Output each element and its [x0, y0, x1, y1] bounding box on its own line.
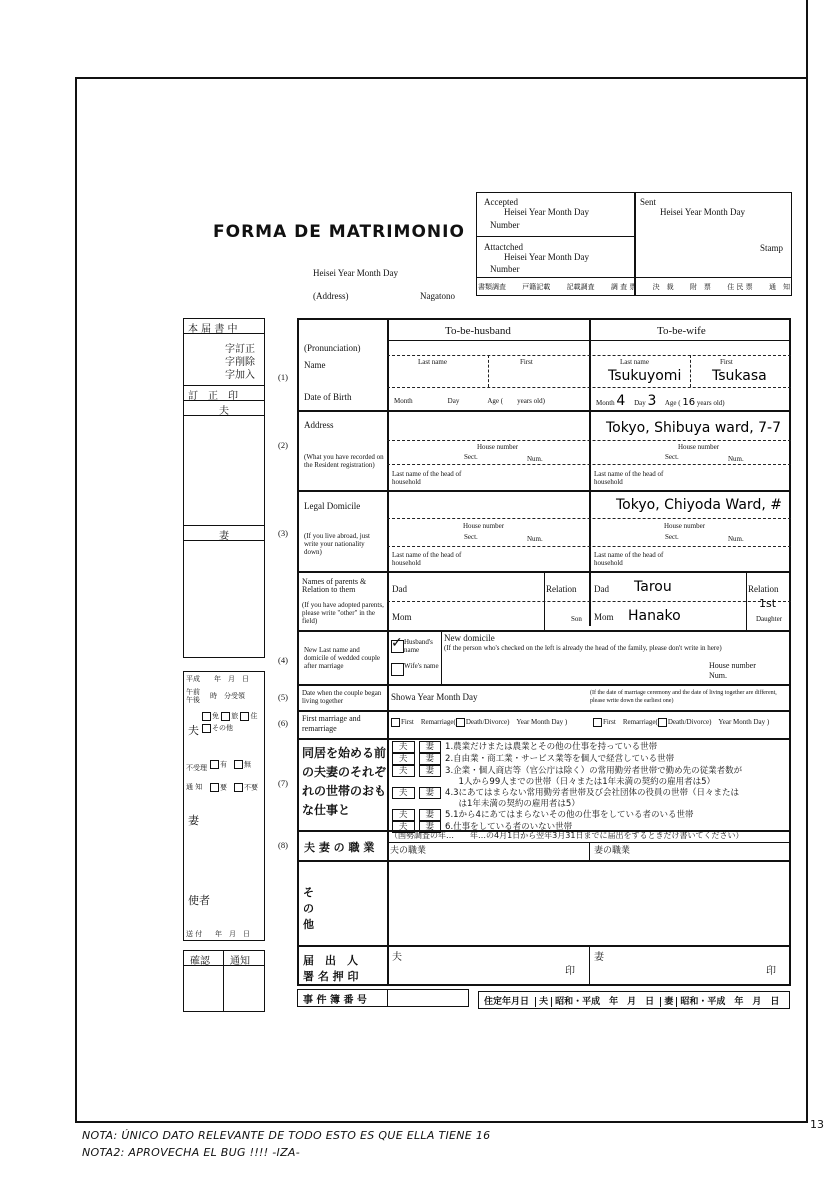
corr-line5: [183, 525, 265, 526]
side-husband-label: 夫: [219, 406, 229, 417]
office-divider-v: [634, 192, 636, 296]
w-relation: Relation: [748, 584, 779, 594]
w-sect: Sect.: [665, 453, 679, 461]
jikanyu-label: 字加入: [225, 370, 255, 381]
h-relation: Relation: [546, 584, 577, 594]
sent-date: Heisei Year Month Day: [660, 207, 745, 217]
page-number: 13: [810, 1118, 824, 1131]
job-top-line: [387, 842, 791, 843]
row-line-7: [297, 738, 791, 740]
wife-header: To-be-wife: [657, 325, 706, 337]
wife-last-name: Tsukuyomi: [608, 368, 682, 384]
fixed-date-label: 住定年月日: [484, 997, 530, 1007]
row-num-3: (3): [278, 528, 288, 538]
seal-husband: 印: [565, 966, 575, 977]
col-jumin: 住 民 票: [727, 283, 753, 291]
receipt-wife: 妻: [188, 814, 199, 827]
new-domicile-note: (If the person who's checked on the left is already the head of the family, please don't write in here): [444, 644, 722, 652]
h-house-num: House number: [477, 443, 519, 451]
newdom-divider: [441, 630, 442, 684]
page-border-left: [75, 77, 77, 1122]
wife-first-name: Tsukasa: [712, 368, 767, 384]
husbands-name-label: Husband's name: [404, 638, 433, 654]
occ-1: 1.農業だけまたは農業とその他の仕事を持っている世帯: [445, 742, 658, 752]
new-number: Num.: [709, 671, 727, 680]
fixed-w-date: 昭和・平成 年 月 日: [680, 997, 780, 1007]
receipt-shisha: 使者: [188, 894, 210, 907]
address-label: Address: [304, 420, 334, 430]
h-first-label: First: [520, 358, 533, 366]
office-divider-h: [476, 236, 635, 237]
w-marriage-opts: First Remarriage( Death/Divorce) Year Month Day ): [593, 718, 769, 727]
parents-label: Names of parents & Relation to them: [302, 577, 367, 594]
domicile-label: Legal Domicile: [304, 501, 361, 511]
col-koseki: 戸籍記載: [522, 283, 551, 291]
accepted-date: Heisei Year Month Day: [504, 207, 589, 217]
w-divorce: Divorce: [686, 718, 710, 727]
living-date: Showa Year Month Day: [391, 692, 478, 702]
occ-w-1: 妻: [419, 741, 442, 753]
attached-date: Heisei Year Month Day: [504, 252, 589, 262]
dom-dash2: [387, 546, 791, 547]
fuyo-h: 不要: [244, 783, 258, 792]
notify-label: 通知: [230, 956, 250, 967]
receipt-sofu-date: 年 月 日: [215, 930, 250, 938]
job-divider: [589, 842, 590, 860]
col-kisai: 記載調査: [566, 283, 595, 291]
row-line-5: [297, 684, 791, 686]
seal-wife: 印: [766, 966, 776, 977]
wife-name-check[interactable]: [391, 663, 404, 676]
name-dash: [387, 355, 791, 356]
header-address: (Address): [313, 291, 349, 301]
row-line-4: [297, 630, 791, 632]
opt-other: その他: [212, 724, 233, 732]
teisei-in-label: 訂 正 印: [188, 391, 238, 402]
receipt-yu-h: [210, 760, 251, 769]
new-domicile-label: New domicile: [444, 633, 495, 643]
w-house-num-3: House number: [664, 522, 706, 530]
occ-w-3: 妻: [419, 765, 442, 777]
living-note: (If the date of marriage ceremony and the date of living together are different, please write down the earliest one): [590, 690, 777, 704]
occ-w-4: 妻: [419, 787, 442, 799]
w-age: Age: [664, 399, 677, 407]
h-first: First: [401, 718, 414, 727]
new-house-number: House number: [709, 661, 756, 670]
row-line-1: [297, 410, 791, 412]
occ-6: 6.仕事をしている者のいない世帯: [445, 822, 573, 832]
wife-dad-name: Tarou: [634, 579, 672, 595]
h-sect: Sect.: [464, 453, 478, 461]
addr-dash2: [387, 464, 791, 465]
job-label: 夫 妻 の 職 業: [304, 841, 375, 854]
h-num: Num.: [527, 455, 543, 463]
row-line-head: [387, 340, 791, 341]
wife-age: 16: [682, 397, 696, 408]
address-note: (What you have recorded on the Resident registration): [304, 453, 384, 469]
fixed-w: 妻: [660, 997, 677, 1007]
wife-birth-month: 4: [616, 393, 626, 409]
hw-divider: [589, 318, 591, 626]
receipt-h-opts: [202, 710, 257, 734]
signature-label: 署 名 押 印: [303, 970, 359, 983]
row-line-2: [297, 490, 791, 492]
w-daughter: Daughter: [756, 615, 783, 623]
living-label: Date when the couple began living together: [302, 689, 382, 705]
h-head-hh-3: Last name of the head of household: [392, 551, 462, 567]
w-last-label: Last name: [620, 358, 649, 366]
h-sect-3: Sect.: [464, 533, 478, 541]
occupation-list: [392, 741, 786, 833]
accepted-label: Accepted: [484, 197, 518, 207]
yo-h: 要: [220, 783, 227, 792]
h-ymd: Year Month Day: [516, 718, 564, 727]
w-death: Death: [667, 718, 685, 727]
w-sect-3: Sect.: [665, 533, 679, 541]
h-rel-divider: [544, 571, 545, 630]
col-kessai: 決 裁: [652, 283, 674, 291]
h-head-hh: Last name of the head of household: [392, 470, 462, 486]
w-years: years old): [696, 399, 725, 407]
occ-h-4: 夫: [392, 787, 415, 799]
fixed-h: 夫: [535, 997, 552, 1007]
note-2: NOTA2: APROVECHA EL BUG !!!! -IZA-: [82, 1146, 301, 1159]
wife-birth-day: 3: [647, 393, 657, 409]
w-mom: Mom: [594, 612, 614, 622]
page-border-top: [75, 77, 807, 79]
accepted-number: Number: [490, 220, 520, 230]
side-wife-label: 妻: [219, 531, 229, 542]
receipt-fuju-h: 不受理: [186, 764, 207, 772]
occ-4b: は1年未満の契約の雇用者は5）: [450, 799, 580, 809]
yu-h: 有: [220, 760, 227, 769]
receipt-sofu: 送 付: [186, 930, 203, 938]
mu-h: 無: [244, 760, 251, 769]
w-rel-divider: [746, 571, 747, 630]
row-num-6: (6): [278, 718, 288, 728]
h-son: Son: [571, 615, 582, 623]
census-note: （国勢調査の年… 年…の4月1日から翌年3月31日までに届出をするときだけ書いてください）: [390, 831, 744, 840]
col-fuhyo: 附 票: [689, 283, 711, 291]
receipt-husband: 夫: [188, 724, 199, 737]
notifier-divider: [589, 945, 590, 986]
occ-w-6: 妻: [419, 821, 442, 833]
honsho-label: 本 届 書 中: [188, 324, 238, 335]
newname-label: New Last name and domicile of wedded couple after marriage: [304, 646, 381, 670]
dob-label: Date of Birth: [304, 392, 352, 402]
row-num-8: (8): [278, 840, 288, 850]
receipt-pm: 午後: [186, 696, 200, 704]
header-address-value: Nagatono: [420, 291, 455, 301]
wife-mom-name: Hanako: [628, 608, 681, 624]
occ-w-5: 妻: [419, 809, 442, 821]
page-border-right: [806, 0, 808, 1122]
row-num-7: (7): [278, 778, 288, 788]
pron-label: (Pronunciation): [304, 343, 361, 353]
occ-h-3: 夫: [392, 765, 415, 777]
first-marriage-label: First marriage and remarriage: [302, 714, 361, 733]
receipt-tsuchi-h: 通 知: [186, 783, 203, 791]
wife-relation-value: 1st: [759, 597, 777, 610]
notifier-wife: 妻: [594, 952, 604, 963]
receipt-time: 時 分受領: [210, 692, 245, 700]
occupation-label: 同居を始める前の夫妻のそれぞれの世帯のおもな仕事と: [302, 746, 387, 817]
notifier-husband: 夫: [392, 952, 402, 963]
h-month: Month: [394, 397, 413, 405]
w-ymd: Year Month Day: [718, 718, 766, 727]
label-col-divider: [387, 318, 389, 986]
opt-men: 免: [212, 712, 219, 720]
h-house-num-3: House number: [463, 522, 505, 530]
w-remarriage: Remarriage: [622, 718, 656, 727]
notifier-label: 届 出 人: [303, 954, 358, 967]
w-num: Num.: [728, 455, 744, 463]
occ-2: 2.自由業・商工業・サービス業等を個人で経営している世帯: [445, 754, 675, 764]
receipt-yo-h: [210, 783, 258, 792]
col-tsuchi: 通 知: [768, 283, 790, 291]
fixed-h-date: 昭和・平成 年 月 日: [555, 997, 655, 1007]
check-mark-icon: ✓: [391, 636, 403, 651]
w-first: First: [603, 718, 616, 727]
domicile-note: (If you live abroad, just write your nationality down): [304, 532, 370, 556]
jiteisei-label: 字訂正: [225, 344, 255, 355]
col-shorui: 書類調査: [478, 283, 506, 291]
attached-number: Number: [490, 264, 520, 274]
w-month: Month: [596, 399, 615, 407]
row-line-6: [297, 710, 791, 712]
corr-line2: [183, 385, 265, 386]
row-num-2: (2): [278, 440, 288, 450]
husband-job: 夫の職業: [390, 846, 427, 856]
occ-h-2: 夫: [392, 753, 415, 765]
h-name-split: [488, 355, 489, 387]
w-head-hh: Last name of the head of household: [594, 470, 664, 486]
w-dob-row: Month 4 Day 3 Age ( 16 years old): [596, 393, 725, 409]
receipt-date: 平成 年 月 日: [186, 675, 249, 683]
other-label: その他: [303, 886, 314, 931]
h-age: Age: [487, 397, 500, 405]
row-num-4: (4): [278, 655, 288, 665]
page-border-bottom: [75, 1121, 808, 1123]
opt-ju: 住: [250, 712, 258, 720]
row-line-9: [297, 860, 791, 862]
occ-4: 4.3にあてはまらない常用勤労者世帯及び会社団体の役員の世帯（日々または: [445, 788, 740, 798]
row-num-1: (1): [278, 372, 288, 382]
dom-dash1: [387, 518, 791, 519]
sent-label: Sent: [640, 197, 657, 207]
note-1: NOTA: ÚNICO DATO RELEVANTE DE TODO ESTO ES QUE ELLA TIENE 16: [82, 1129, 491, 1142]
office-divider-h2: [476, 277, 792, 278]
dob-dash: [387, 387, 791, 388]
row-line-10: [297, 945, 791, 947]
form-title: FORMA DE MATRIMONIO: [213, 222, 465, 242]
w-first-label: First: [720, 358, 733, 366]
w-head-hh-3: Last name of the head of household: [594, 551, 664, 567]
opt-ryo: 旅: [231, 712, 239, 720]
occ-h-5: 夫: [392, 809, 415, 821]
fixed-date-row: [484, 994, 779, 1007]
h-last-label: Last name: [418, 358, 447, 366]
w-house-num: House number: [678, 443, 720, 451]
attached-label: Attactched: [484, 242, 523, 252]
h-dob-row: Month Day Age ( years old): [394, 397, 545, 405]
stamp-label: Stamp: [760, 243, 784, 253]
occ-w-2: 妻: [419, 753, 442, 765]
wife-domicile: Tokyo, Chiyoda Ward, #: [616, 497, 782, 513]
w-day: Day: [634, 399, 646, 407]
header-date: Heisei Year Month Day: [313, 268, 398, 278]
name-label: Name: [304, 360, 326, 370]
h-num-3: Num.: [527, 535, 543, 543]
w-dad: Dad: [594, 584, 609, 594]
wifes-name-label: Wife's name: [404, 662, 439, 670]
addr-dash1: [387, 440, 791, 441]
wife-address: Tokyo, Shibuya ward, 7-7: [606, 420, 782, 436]
jisakujo-label: 字削除: [225, 357, 255, 368]
occ-h-1: 夫: [392, 741, 415, 753]
occ-3b: 1人から99人までの世帯（日々または1年未満の契約の雇用者は5）: [450, 777, 716, 787]
parents-dash: [387, 601, 791, 602]
confirm-vline: [223, 950, 224, 1012]
w-num-3: Num.: [728, 535, 744, 543]
w-name-split: [690, 355, 691, 387]
parents-note: (If you have adopted parents, please write "other" in the field): [302, 601, 384, 625]
h-remarriage: Remarriage: [420, 718, 454, 727]
h-dad: Dad: [392, 584, 407, 594]
case-number-label: 事 件 簿 番 号: [303, 995, 367, 1006]
case-divider: [387, 989, 388, 1007]
wife-job: 妻の職業: [594, 846, 631, 856]
occ-h-6: 夫: [392, 821, 415, 833]
confirm-label: 確認: [190, 956, 210, 967]
h-years: years old): [517, 397, 545, 405]
h-marriage-opts: First Remarriage( Death/Divorce) Year Month Day ): [391, 718, 567, 727]
occ-3: 3.企業・個人商店等（官公庁は除く）の常用勤労者世帯で勤め先の従業者数が: [445, 766, 743, 776]
office-cols: [478, 283, 790, 291]
col-chosa: 調 査 票: [610, 283, 637, 291]
occ-5: 5.1から4にあてはまらないその他の仕事をしている者のいる世帯: [445, 810, 694, 820]
h-day: Day: [447, 397, 460, 405]
h-death: Death: [465, 718, 483, 727]
receipt-am: 午前: [186, 688, 200, 696]
h-divorce: Divorce: [484, 718, 508, 727]
husband-header: To-be-husband: [445, 325, 511, 337]
h-mom: Mom: [392, 612, 412, 622]
row-num-5: (5): [278, 692, 288, 702]
